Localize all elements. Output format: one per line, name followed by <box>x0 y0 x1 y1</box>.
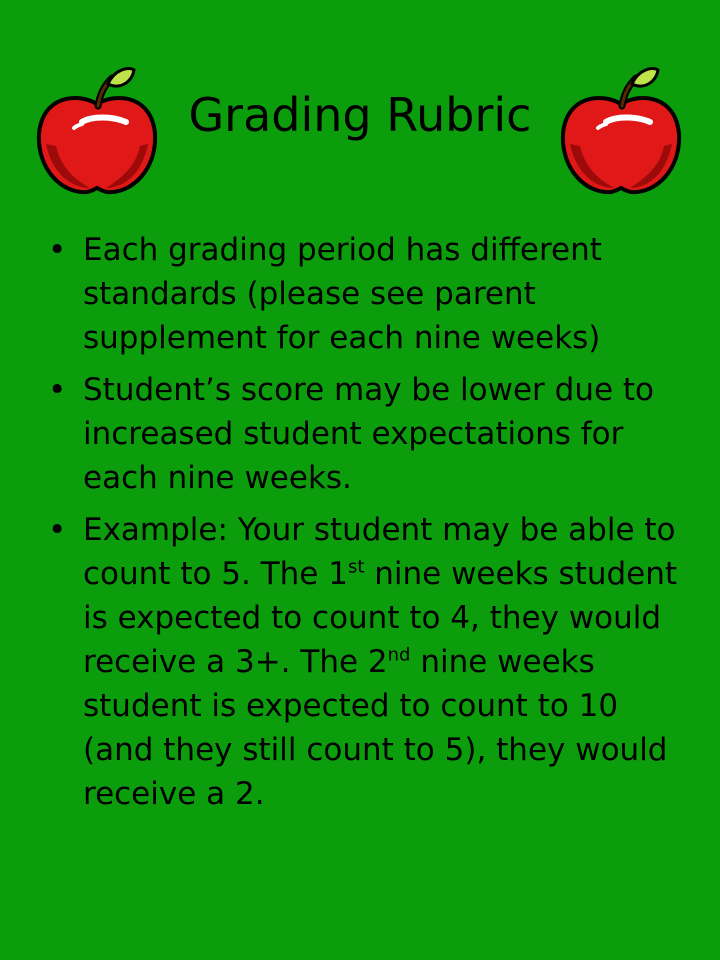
bullet-symbol: • <box>48 512 67 548</box>
bullet-text-part: nine weeks student is expected to count to 4, they would receive a 3+. The 2 <box>83 556 678 680</box>
bullet-symbol: • <box>48 232 67 268</box>
bullet-item <box>48 508 688 816</box>
bullet-item <box>48 368 688 500</box>
bullet-text: Student’s score may be lower due to increased student expectations for each nine weeks. <box>83 372 655 496</box>
bullet-list <box>48 228 688 824</box>
bullet-symbol: • <box>48 372 67 408</box>
bullet-text <box>83 512 677 812</box>
ordinal-superscript: st <box>347 556 365 578</box>
apple-icon <box>556 64 686 199</box>
bullet-text-part: Example: Your student may be able to count to 5. The 1 <box>83 512 676 592</box>
bullet-text: Each grading period has different standards (please see parent supplement for each nine weeks) <box>83 232 602 356</box>
ordinal-superscript: nd <box>387 644 411 666</box>
apple-icon <box>32 64 162 199</box>
bullet-text-part: nine weeks student is expected to count to 10 (and they still count to 5), they would receive a 2. <box>83 644 668 812</box>
bullet-item <box>48 228 688 360</box>
page-title: Grading Rubric <box>188 88 532 142</box>
